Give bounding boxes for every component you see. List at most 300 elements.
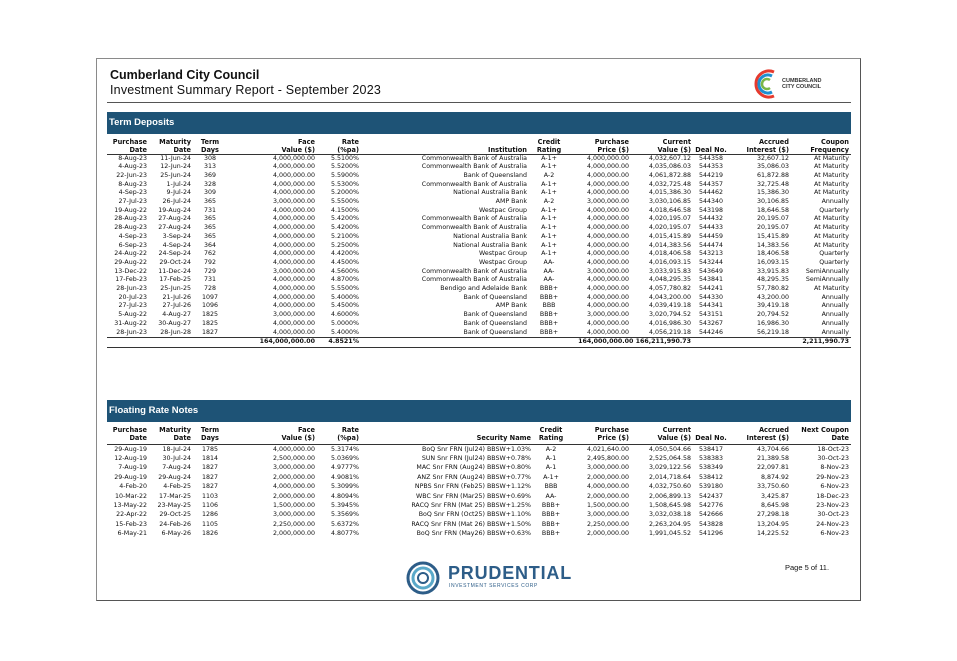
table-cell: 4,000,000.00: [272, 171, 315, 179]
table-cell: A-1+: [541, 180, 557, 188]
table-cell: 4,015,386.30: [648, 189, 691, 197]
table-cell: 6-Sep-23: [118, 241, 147, 249]
table-cell: A-1+: [541, 224, 557, 232]
frn-header-row: [107, 422, 851, 444]
table-cell: 1105: [201, 520, 219, 528]
table-cell: At Maturity: [814, 171, 849, 179]
frn-col-header: [631, 422, 693, 444]
table-cell: AA-: [543, 258, 555, 266]
table-cell: 365: [203, 198, 217, 206]
table-cell: At Maturity: [814, 215, 849, 223]
table-cell: Annually: [821, 328, 849, 336]
table-cell: 22-Jun-23: [116, 171, 147, 179]
table-cell: 4,000,000.00: [272, 215, 315, 223]
table-cell: 4,000,000.00: [272, 224, 315, 232]
table-cell: 4,000,000.00: [586, 258, 629, 266]
table-cell: 1,508,645.98: [648, 501, 691, 509]
empty-cell: [107, 338, 149, 348]
total-cell: 4.8521%: [317, 338, 361, 348]
table-cell: 2,006,899.13: [648, 492, 691, 500]
table-cell: 3,000,000.00: [272, 464, 315, 472]
table-row: [107, 189, 851, 198]
table-cell: 4,000,000.00: [272, 328, 315, 336]
table-cell: 364: [203, 241, 217, 249]
table-cell: 4,000,000.00: [586, 189, 629, 197]
table-cell: 3,033,915.83: [648, 267, 691, 275]
table-row: [107, 242, 851, 251]
table-cell: 28-Jun-28: [160, 328, 191, 336]
empty-cell: [193, 338, 227, 348]
table-cell: 4,000,000.00: [272, 319, 315, 327]
table-cell: 1827: [201, 464, 219, 472]
table-cell: 4,000,000.00: [586, 180, 629, 188]
table-cell: 4,000,000.00: [586, 241, 629, 249]
table-cell: 4,000,000.00: [586, 483, 629, 491]
table-cell: 4.1500%: [330, 206, 359, 214]
table-cell: 4,020,195.07: [648, 224, 691, 232]
table-cell: Commonwealth Bank of Australia: [421, 215, 527, 223]
table-cell: 4,056,219.18: [648, 328, 691, 336]
col-header-line-1: Rate: [341, 137, 359, 146]
table-cell: 365: [203, 224, 217, 232]
table-cell: 4,000,000.00: [272, 163, 315, 171]
table-cell: 56,219.18: [756, 328, 789, 336]
table-row: [107, 268, 851, 277]
table-cell: At Maturity: [814, 232, 849, 240]
table-row: [107, 311, 851, 320]
col-header-line-2: (%pa): [337, 433, 359, 442]
table-cell: 4,000,000.00: [586, 293, 629, 301]
table-row: [107, 529, 851, 538]
table-cell: 544246: [698, 328, 724, 336]
table-cell: 30,106.85: [756, 198, 789, 206]
table-cell: 24-Sep-24: [158, 250, 191, 258]
table-cell: 5.6372%: [330, 520, 359, 528]
col-header-line-1: Current: [662, 137, 691, 146]
table-cell: BBB+: [541, 520, 561, 528]
table-cell: 29-Aug-19: [114, 445, 147, 453]
table-cell: 4,000,000.00: [272, 302, 315, 310]
table-cell: 12-Aug-19: [114, 454, 147, 462]
table-cell: 4.4200%: [330, 250, 359, 258]
table-cell: AMP Bank: [495, 198, 527, 206]
table-cell: 544341: [698, 302, 724, 310]
table-cell: 27,298.18: [756, 511, 789, 519]
empty-cell: [361, 338, 529, 348]
table-cell: A-1+: [541, 163, 557, 171]
table-cell: 5.5900%: [330, 171, 359, 179]
table-cell: 4,000,000.00: [272, 258, 315, 266]
table-cell: 369: [203, 171, 217, 179]
table-cell: 544241: [698, 285, 724, 293]
table-cell: 3,020,794.52: [648, 311, 691, 319]
table-cell: 32,607.12: [756, 154, 789, 162]
empty-cell: [529, 338, 569, 348]
table-cell: Westpac Group: [479, 206, 527, 214]
table-row: [107, 285, 851, 294]
table-cell: 1,500,000.00: [272, 501, 315, 509]
table-cell: 4,061,872.88: [648, 171, 691, 179]
table-cell: BBB+: [539, 285, 559, 293]
table-cell: 539180: [698, 483, 724, 491]
table-cell: Bank of Queensland: [463, 328, 527, 336]
table-cell: 4-Aug-23: [118, 163, 147, 171]
table-cell: 57,780.82: [756, 285, 789, 293]
table-row: [107, 198, 851, 207]
table-cell: BoQ Snr FRN (Oct25) BBSW+1.10%: [418, 511, 531, 519]
table-cell: 3,000,000.00: [272, 311, 315, 319]
table-cell: 1814: [201, 454, 219, 462]
col-header-line-1: Current: [662, 425, 691, 434]
table-cell: 17-Feb-23: [115, 276, 147, 284]
table-cell: 28-Aug-23: [114, 215, 147, 223]
table-row: [107, 302, 851, 311]
col-header-line-2: Days: [201, 145, 219, 154]
table-cell: 729: [203, 267, 217, 275]
table-cell: 27-Aug-24: [158, 215, 191, 223]
table-cell: 5.4200%: [330, 215, 359, 223]
table-cell: Bank of Queensland: [463, 293, 527, 301]
col-header-line-1: Term: [200, 137, 220, 146]
table-cell: 4,000,000.00: [586, 302, 629, 310]
table-cell: 543267: [698, 319, 724, 327]
table-cell: 15,386.30: [756, 189, 789, 197]
table-cell: 18,406.58: [756, 250, 789, 258]
table-cell: 4.8077%: [330, 530, 359, 538]
table-cell: 544357: [698, 180, 724, 188]
table-row: [107, 473, 851, 482]
table-cell: 2,000,000.00: [272, 530, 315, 538]
table-cell: 5.5500%: [330, 198, 359, 206]
table-cell: 23-Nov-23: [816, 501, 849, 509]
table-cell: 4,000,000.00: [272, 206, 315, 214]
table-row: [107, 510, 851, 519]
term-deposits-title: Term Deposits: [109, 117, 175, 128]
table-cell: Bank of Queensland: [463, 319, 527, 327]
table-cell: BBB+: [541, 530, 561, 538]
table-row: [107, 276, 851, 285]
table-cell: 21-Jul-26: [162, 293, 191, 301]
total-cell: 164,000,000.00: [227, 338, 317, 348]
col-header-line-2: Deal No.: [695, 433, 727, 442]
table-cell: Commonwealth Bank of Australia: [421, 180, 527, 188]
table-row: [107, 233, 851, 242]
table-cell: 1096: [201, 302, 219, 310]
table-cell: 2,000,000.00: [586, 473, 629, 481]
table-cell: 544219: [698, 171, 724, 179]
table-cell: 2,250,000.00: [586, 520, 629, 528]
table-cell: 2,525,064.58: [648, 454, 691, 462]
table-cell: 544340: [698, 198, 724, 206]
col-header-line-2: Value ($): [281, 145, 315, 154]
table-cell: 24-Aug-22: [114, 250, 147, 258]
prudential-name: PRUDENTIAL: [448, 563, 572, 583]
table-cell: Commonwealth Bank of Australia: [421, 267, 527, 275]
table-cell: 762: [203, 250, 217, 258]
table-cell: 5.5300%: [330, 180, 359, 188]
table-cell: National Australia Bank: [453, 232, 527, 240]
table-cell: 543213: [698, 250, 724, 258]
page-number: Page 5 of 11.: [785, 563, 830, 572]
table-cell: 1825: [201, 319, 219, 327]
table-cell: 43,200.00: [756, 293, 789, 301]
td-col-header: [529, 134, 569, 154]
table-cell: 1827: [201, 328, 219, 336]
table-cell: 544474: [698, 241, 724, 249]
table-cell: 29-Oct-24: [159, 258, 191, 266]
table-cell: A-1+: [541, 241, 557, 249]
col-header-line-2: Date: [831, 433, 849, 442]
table-cell: 538383: [698, 454, 724, 462]
table-cell: A-1+: [541, 215, 557, 223]
table-cell: 14,225.52: [756, 530, 789, 538]
table-cell: AMP Bank: [495, 302, 527, 310]
table-cell: 7-Aug-24: [162, 464, 191, 472]
col-header-line-1: Purchase: [112, 137, 147, 146]
table-cell: 13-May-22: [113, 501, 147, 509]
table-cell: 30-Jul-24: [162, 454, 191, 462]
col-header-line-2: Value ($): [657, 145, 691, 154]
table-cell: 5.5200%: [330, 163, 359, 171]
table-cell: 4,014,383.56: [648, 241, 691, 249]
table-row: [107, 172, 851, 181]
table-cell: 4,032,750.60: [648, 483, 691, 491]
table-cell: 792: [203, 258, 217, 266]
frn-col-header: [791, 422, 851, 444]
col-header-line-1: Purchase: [112, 425, 147, 434]
frn-title: Floating Rate Notes: [109, 405, 199, 416]
col-header-line-2: Security Name: [476, 433, 531, 442]
col-header-line-2: Rating: [538, 433, 564, 442]
table-cell: MAC Snr FRN (Aug24) BBSW+0.80%: [416, 464, 531, 472]
table-cell: 8-Nov-23: [820, 464, 849, 472]
table-cell: Annually: [821, 293, 849, 301]
council-logo-icon: [752, 66, 782, 102]
table-cell: 3,425.87: [760, 492, 789, 500]
table-row: [107, 520, 851, 529]
table-cell: 4,000,000.00: [272, 180, 315, 188]
td-col-header: [729, 134, 791, 154]
table-row: [107, 463, 851, 472]
table-cell: 5.2100%: [330, 232, 359, 240]
table-cell: 24-Nov-23: [816, 520, 849, 528]
table-cell: 5.4500%: [330, 302, 359, 310]
total-cell: 2,211,990.73: [729, 338, 851, 348]
table-cell: 4,000,000.00: [586, 215, 629, 223]
table-cell: 2,000,000.00: [272, 473, 315, 481]
table-cell: 11-Dec-24: [158, 267, 191, 275]
table-cell: 5.4000%: [330, 328, 359, 336]
table-row: [107, 207, 851, 216]
td-col-header: [193, 134, 227, 154]
col-header-line-1: Purchase: [594, 137, 629, 146]
table-cell: 15-Feb-23: [115, 520, 147, 528]
table-cell: Bendigo and Adelaide Bank: [440, 285, 527, 293]
table-cell: 43,704.66: [756, 445, 789, 453]
table-cell: 8,645.98: [760, 501, 789, 509]
table-cell: 20-Jul-23: [118, 293, 147, 301]
table-cell: 365: [203, 215, 217, 223]
table-cell: At Maturity: [814, 285, 849, 293]
table-cell: 543151: [698, 311, 724, 319]
table-cell: 4.5600%: [330, 267, 359, 275]
empty-cell: [149, 338, 193, 348]
table-cell: At Maturity: [814, 189, 849, 197]
table-row: [107, 444, 851, 454]
table-cell: 20,195.07: [756, 215, 789, 223]
table-cell: 29-Aug-22: [114, 258, 147, 266]
td-col-header: [149, 134, 193, 154]
table-cell: 21,389.58: [756, 454, 789, 462]
table-cell: 33,915.83: [756, 267, 789, 275]
table-cell: 18-Jul-24: [162, 445, 191, 453]
term-deposits-header-row: [107, 134, 851, 154]
col-header-line-1: Coupon: [820, 137, 849, 146]
table-cell: 544330: [698, 293, 724, 301]
table-cell: 24-Feb-26: [159, 520, 191, 528]
table-cell: 1106: [201, 501, 219, 509]
table-cell: 308: [203, 154, 217, 162]
table-cell: 16,093.15: [756, 258, 789, 266]
table-cell: 4,000,000.00: [586, 328, 629, 336]
table-cell: 543244: [698, 258, 724, 266]
table-cell: 3,029,122.56: [648, 464, 691, 472]
table-row: [107, 154, 851, 163]
table-cell: 543649: [698, 267, 724, 275]
col-header-line-1: Face: [298, 137, 315, 146]
table-cell: 35,086.03: [756, 163, 789, 171]
table-cell: 1825: [201, 311, 219, 319]
table-cell: 1286: [201, 511, 219, 519]
col-header-line-2: Price ($): [597, 433, 629, 442]
table-cell: 728: [203, 285, 217, 293]
table-cell: 542666: [698, 511, 724, 519]
table-cell: 4,000,000.00: [586, 250, 629, 258]
table-cell: 33,750.60: [756, 483, 789, 491]
table-row: [107, 250, 851, 259]
table-cell: 11-Jun-24: [160, 154, 191, 162]
table-cell: 544459: [698, 232, 724, 240]
table-cell: BoQ Snr FRN (Jul24) BBSW+1.03%: [422, 445, 531, 453]
col-header-line-1: Face: [298, 425, 315, 434]
table-cell: 4,015,415.89: [648, 232, 691, 240]
table-cell: 3,000,000.00: [586, 198, 629, 206]
table-cell: 27-Jul-26: [162, 302, 191, 310]
table-row: [107, 329, 851, 338]
table-cell: 2,495,800.00: [586, 454, 629, 462]
council-logo: [752, 66, 832, 102]
table-cell: 2,014,718.64: [648, 473, 691, 481]
table-row: [107, 163, 851, 172]
table-cell: A-1+: [541, 250, 557, 258]
table-cell: 4,032,725.48: [648, 180, 691, 188]
table-cell: 3,000,000.00: [586, 311, 629, 319]
table-cell: 4,000,000.00: [272, 154, 315, 162]
report-page: [96, 58, 861, 601]
col-header-line-1: Credit: [537, 137, 561, 146]
col-header-line-2: Rating: [536, 145, 562, 154]
table-cell: 23-May-25: [157, 501, 191, 509]
table-cell: A-2: [543, 198, 555, 206]
table-cell: 14,383.56: [756, 241, 789, 249]
table-cell: 7-Aug-19: [118, 464, 147, 472]
table-cell: A-1: [545, 464, 557, 472]
table-cell: Annually: [821, 302, 849, 310]
table-cell: 538349: [698, 464, 724, 472]
table-cell: 542776: [698, 501, 724, 509]
td-col-header: [693, 134, 729, 154]
prudential-logo: [406, 561, 576, 597]
table-cell: 29-Aug-24: [158, 473, 191, 481]
table-cell: RACQ Snr FRN (Mat 25) BBSW+1.25%: [411, 501, 531, 509]
table-cell: 4,000,000.00: [272, 276, 315, 284]
table-cell: Quarterly: [819, 250, 849, 258]
table-cell: 4,039,419.18: [648, 302, 691, 310]
table-cell: 4,000,000.00: [586, 163, 629, 171]
table-cell: 544462: [698, 189, 724, 197]
table-cell: 30-Aug-27: [158, 319, 191, 327]
table-cell: BBB+: [539, 328, 559, 336]
table-cell: 4,057,780.82: [648, 285, 691, 293]
table-cell: A-1: [545, 454, 557, 462]
td-col-header: [107, 134, 149, 154]
table-cell: 4,043,200.00: [648, 293, 691, 301]
table-row: [107, 181, 851, 190]
table-cell: 1826: [201, 530, 219, 538]
table-cell: Bank of Queensland: [463, 171, 527, 179]
table-cell: 27-Aug-24: [158, 224, 191, 232]
table-cell: WBC Snr FRN (Mar25) BBSW+0.69%: [416, 492, 531, 500]
td-col-header: [227, 134, 317, 154]
table-cell: At Maturity: [814, 224, 849, 232]
table-cell: 18-Dec-23: [816, 492, 849, 500]
table-cell: 19-Aug-22: [114, 206, 147, 214]
table-cell: 10-Mar-22: [114, 492, 147, 500]
table-row: [107, 501, 851, 510]
table-cell: ANZ Snr FRN (Aug24) BBSW+0.77%: [417, 473, 531, 481]
table-cell: 4-Sep-23: [118, 232, 147, 240]
td-col-header: [569, 134, 631, 154]
table-cell: Bank of Queensland: [463, 311, 527, 319]
table-cell: 4,016,986.30: [648, 319, 691, 327]
table-cell: 4,000,000.00: [586, 224, 629, 232]
table-cell: A-2: [543, 171, 555, 179]
table-cell: 1097: [201, 293, 219, 301]
table-cell: 26-Jul-24: [162, 198, 191, 206]
col-header-line-1: Purchase: [594, 425, 629, 434]
col-header-line-1: Accrued: [758, 425, 789, 434]
table-cell: 543828: [698, 520, 724, 528]
table-cell: 5.3174%: [330, 445, 359, 453]
table-cell: 4,000,000.00: [586, 285, 629, 293]
table-cell: A-1+: [541, 189, 557, 197]
table-cell: 25-Jun-24: [160, 171, 191, 179]
table-row: [107, 482, 851, 491]
table-cell: 4.9777%: [330, 464, 359, 472]
table-cell: 29-Oct-25: [159, 511, 191, 519]
table-cell: 4,016,093.15: [648, 258, 691, 266]
table-cell: 22,097.81: [756, 464, 789, 472]
table-cell: A-2: [545, 445, 557, 453]
header-divider: [107, 102, 851, 103]
col-header-line-1: Next Coupon: [801, 425, 849, 434]
term-deposits-table: [107, 134, 851, 348]
table-cell: 6-May-21: [117, 530, 147, 538]
table-cell: 4,000,000.00: [586, 171, 629, 179]
table-cell: 20,195.07: [756, 224, 789, 232]
table-cell: 32,725.48: [756, 180, 789, 188]
table-cell: 18,646.58: [756, 206, 789, 214]
